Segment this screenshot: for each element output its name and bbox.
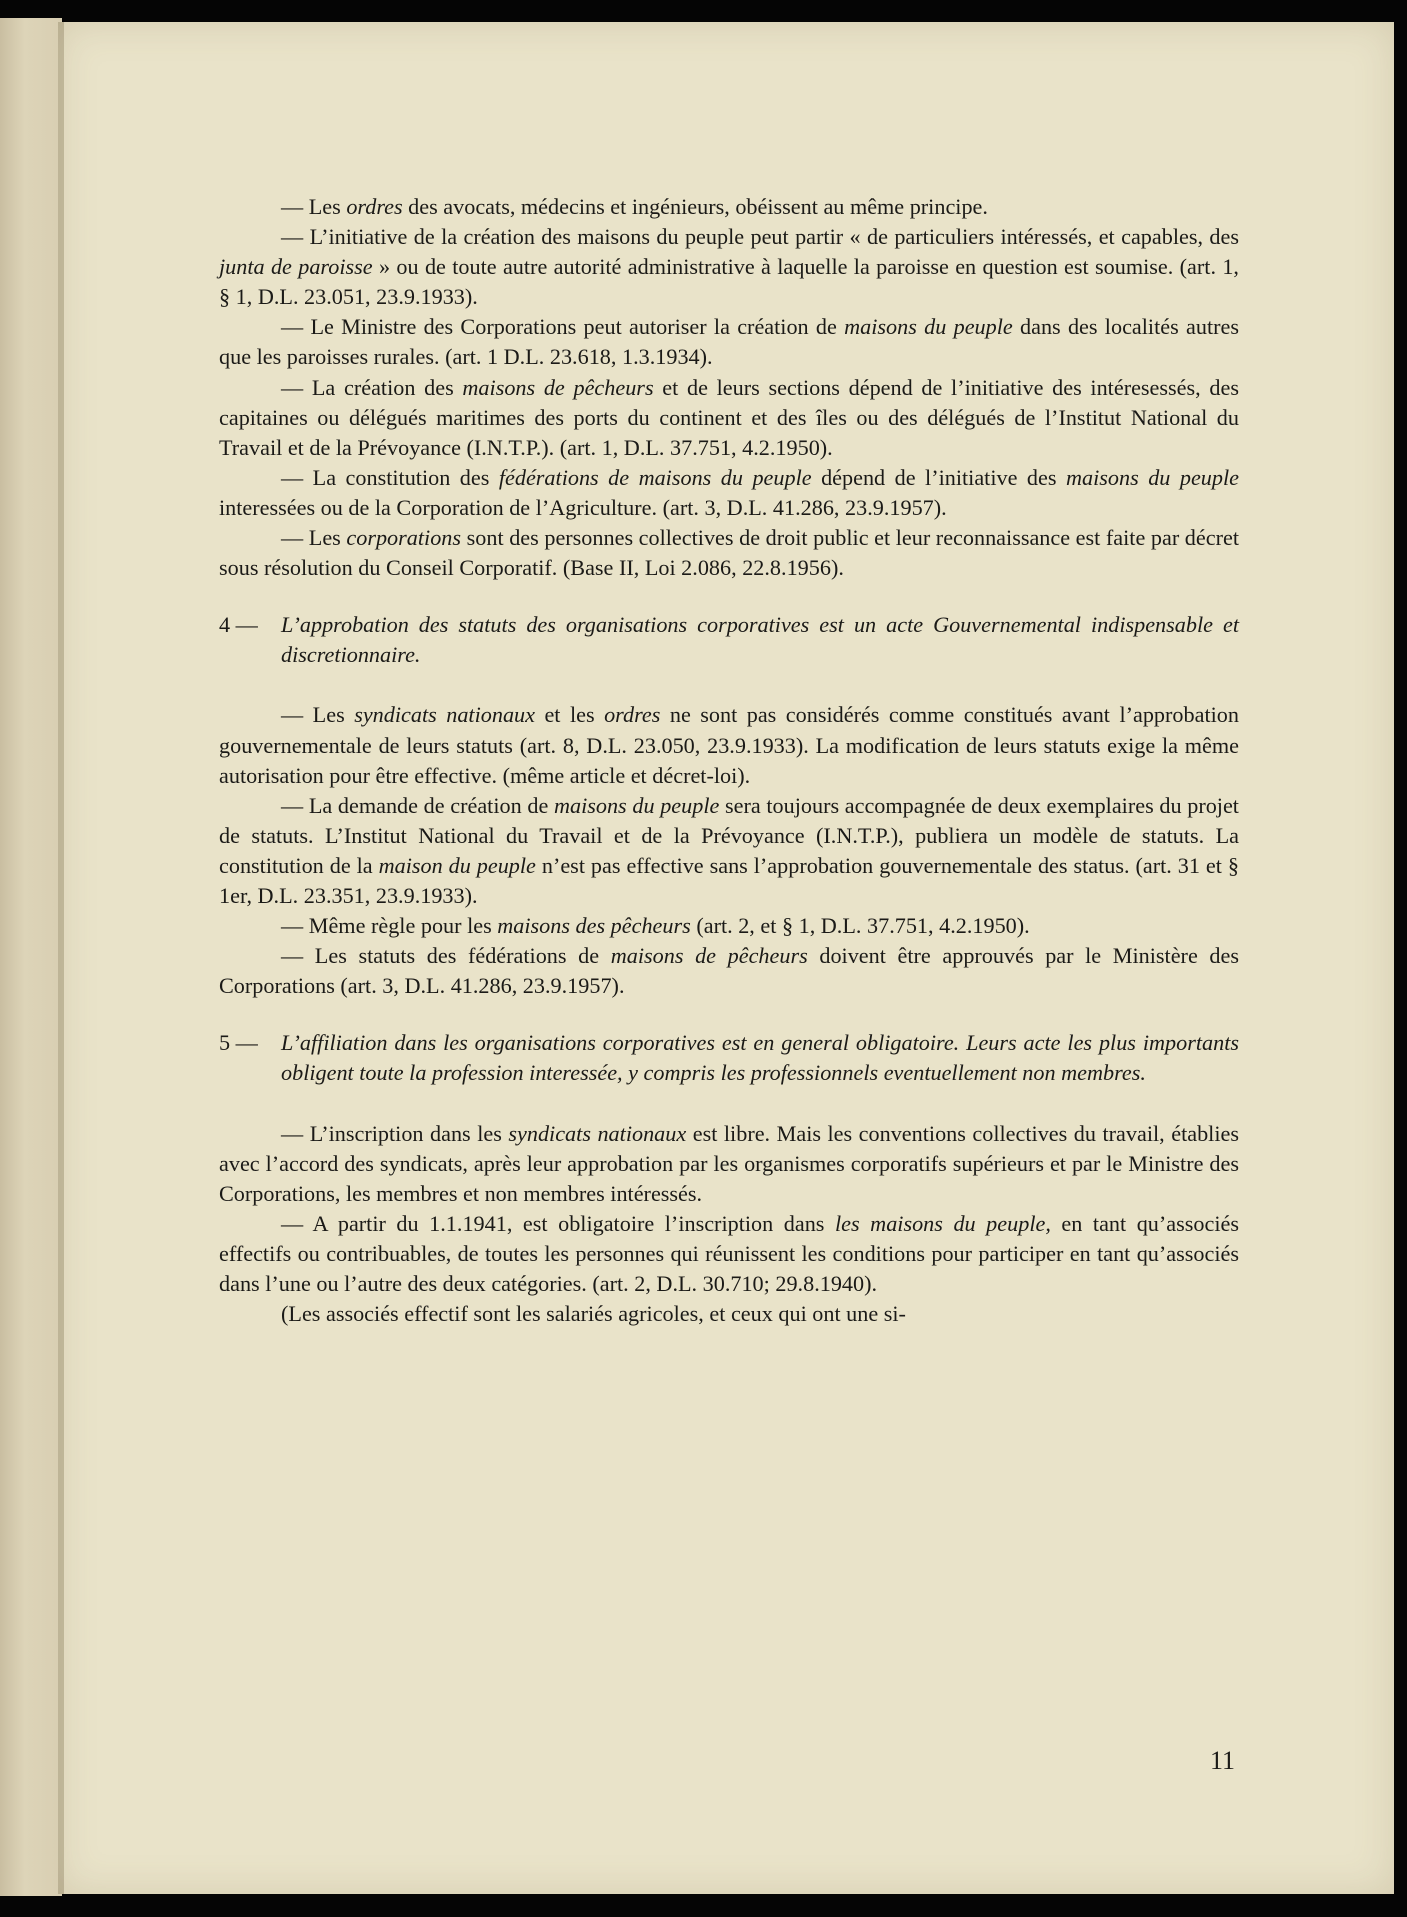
text-run: en tant qu’associés effectifs ou contribuables, de toutes les personnes qui réunissent les conditions pour participer en tant qu’associés dans l’une ou l’autre des deux catégories. (art. 2, D.L. 30.710; 29.8.1940). — [219, 1210, 1239, 1296]
section-number: 5 — — [219, 1030, 258, 1056]
page-body-text — [219, 192, 1239, 1329]
text-run: (Les associés effectif sont les salariés agricoles, et ceux qui ont une si- — [281, 1301, 906, 1327]
text-run: — La création des — [281, 374, 463, 400]
italic-term: maisons du peuple — [844, 314, 1013, 340]
text-run: — La demande de création de — [281, 792, 554, 818]
text-run: — A partir du 1.1.1941, est obligatoire l’inscription dans — [281, 1210, 835, 1236]
section-title: L’affiliation dans les organisations corporatives est en general obligatoire. Leurs acte les plus importants obligent toute la profession interessée, y compris les professionnels eventuellement non membres. — [281, 1030, 1239, 1086]
italic-term: maisons du peuple — [1065, 464, 1239, 490]
paragraph — [219, 222, 1239, 312]
italic-term: maisons du peuple — [553, 792, 720, 818]
text-run: est libre. Mais les conventions collectives du travail, établies avec l’accord des syndicats, après leur approbation par les organismes corporatifs supérieurs et par le Ministre des Corporations, les membres et non membres intéressés. — [219, 1120, 1239, 1206]
italic-term: fédérations de maisons du peuple — [498, 464, 812, 490]
paragraph — [219, 1299, 1239, 1329]
paragraph — [219, 1209, 1239, 1299]
section-number: 4 — — [219, 612, 258, 638]
text-run: — Les — [281, 194, 347, 219]
text-run: n’est pas effective sans l’approbation gouvernementale des status. (art. 31 et § 1er, D.L. 23.351, 23.9.1933). — [219, 852, 1239, 908]
paragraph — [219, 523, 1239, 583]
paragraph — [219, 791, 1239, 911]
text-run: et les — [534, 702, 605, 728]
paragraph — [219, 700, 1239, 790]
text-run: dans des localités autres que les paroisses rurales. (art. 1 D.L. 23.618, 1.3.1934). — [219, 314, 1239, 370]
paragraph — [219, 941, 1239, 1001]
section-heading — [219, 610, 1239, 670]
section-heading — [219, 1028, 1239, 1088]
italic-term: ordres — [604, 702, 661, 728]
text-run: — Les statuts des fédérations de — [281, 943, 611, 969]
text-run: — L’initiative de la création des maisons du peuple peut partir « de particuliers intéressés, et capables, des — [281, 224, 1239, 250]
text-run: — Même règle pour les — [281, 913, 498, 939]
paragraph — [219, 463, 1239, 523]
previous-page-edge — [0, 18, 62, 1896]
italic-term: maisons de pêcheurs — [610, 943, 808, 969]
text-run: doivent être approuvés par le Ministère des Corporations (art. 3, D.L. 41.286, 23.9.1957). — [219, 943, 1239, 999]
paragraph — [219, 1119, 1239, 1209]
italic-term: junta de paroisse — [219, 254, 373, 280]
text-run: ne sont pas considérés comme constitués avant l’approbation gouvernementale de leurs statuts (art. 8, D.L. 23.050, 23.9.1933). La modification de leurs statuts exige la même autorisation pour être effective. (même article et décret-loi). — [219, 702, 1239, 788]
text-run: sera toujours accompagnée de deux exemplaires du projet de statuts. L’Institut National du Travail et de la Prévoyance (I.N.T.P.), publiera un modèle de statuts. La constitution de la — [219, 792, 1239, 878]
italic-term: ordres — [346, 194, 403, 219]
text-run: interessées ou de la Corporation de l’Agriculture. (art. 3, D.L. 41.286, 23.9.1957). — [219, 494, 947, 520]
paragraph — [219, 373, 1239, 463]
text-run: — Les — [281, 525, 347, 551]
italic-term: syndicats nationaux — [354, 702, 535, 728]
italic-term: maisons des pêcheurs — [497, 913, 691, 939]
page-number: 11 — [1210, 1746, 1236, 1775]
text-run: sont des personnes collectives de droit public et leur reconnaissance est faite par décret sous résolution du Conseil Corporatif. (Base II, Loi 2.086, 22.8.1956). — [219, 525, 1239, 581]
paragraph — [219, 312, 1239, 372]
text-run: dépend de l’initiative des — [811, 464, 1066, 490]
italic-term: corporations — [346, 525, 462, 551]
text-run: » ou de toute autre autorité administrative à laquelle la paroisse en question est soumise. (art. 1, § 1, D.L. 23.051, 23.9.1933). — [219, 254, 1239, 310]
text-run: — Le Ministre des Corporations peut autoriser la création de — [281, 314, 845, 340]
text-run: et de leurs sections dépend de l’initiative des intéresessés, des capitaines ou délégués maritimes des ports du continent et des îles ou des délégués de l’Institut National du Travail et de la Prévoyance (I.N.T.P.). (art. 1, D.L. 37.751, 4.2.1950). — [219, 374, 1239, 460]
italic-term: syndicats nationaux — [508, 1120, 687, 1146]
paragraph — [219, 911, 1239, 941]
text-run: — Les — [281, 702, 355, 728]
italic-term: maison du peuple — [378, 852, 536, 878]
text-run: (art. 2, et § 1, D.L. 37.751, 4.2.1950). — [690, 913, 1030, 939]
paragraph — [219, 192, 1239, 222]
document-page — [58, 22, 1394, 1894]
italic-term: maisons de pêcheurs — [462, 374, 654, 400]
text-run: des avocats, médecins et ingénieurs, obéissent au même principe. — [402, 194, 988, 219]
section-title: L’approbation des statuts des organisations corporatives est un acte Gouvernemental indispensable et discretionnaire. — [281, 612, 1239, 668]
text-run: — L’inscription dans les — [281, 1120, 509, 1146]
italic-term: les maisons du peuple, — [834, 1210, 1051, 1236]
text-run: — La constitution des — [281, 464, 499, 490]
